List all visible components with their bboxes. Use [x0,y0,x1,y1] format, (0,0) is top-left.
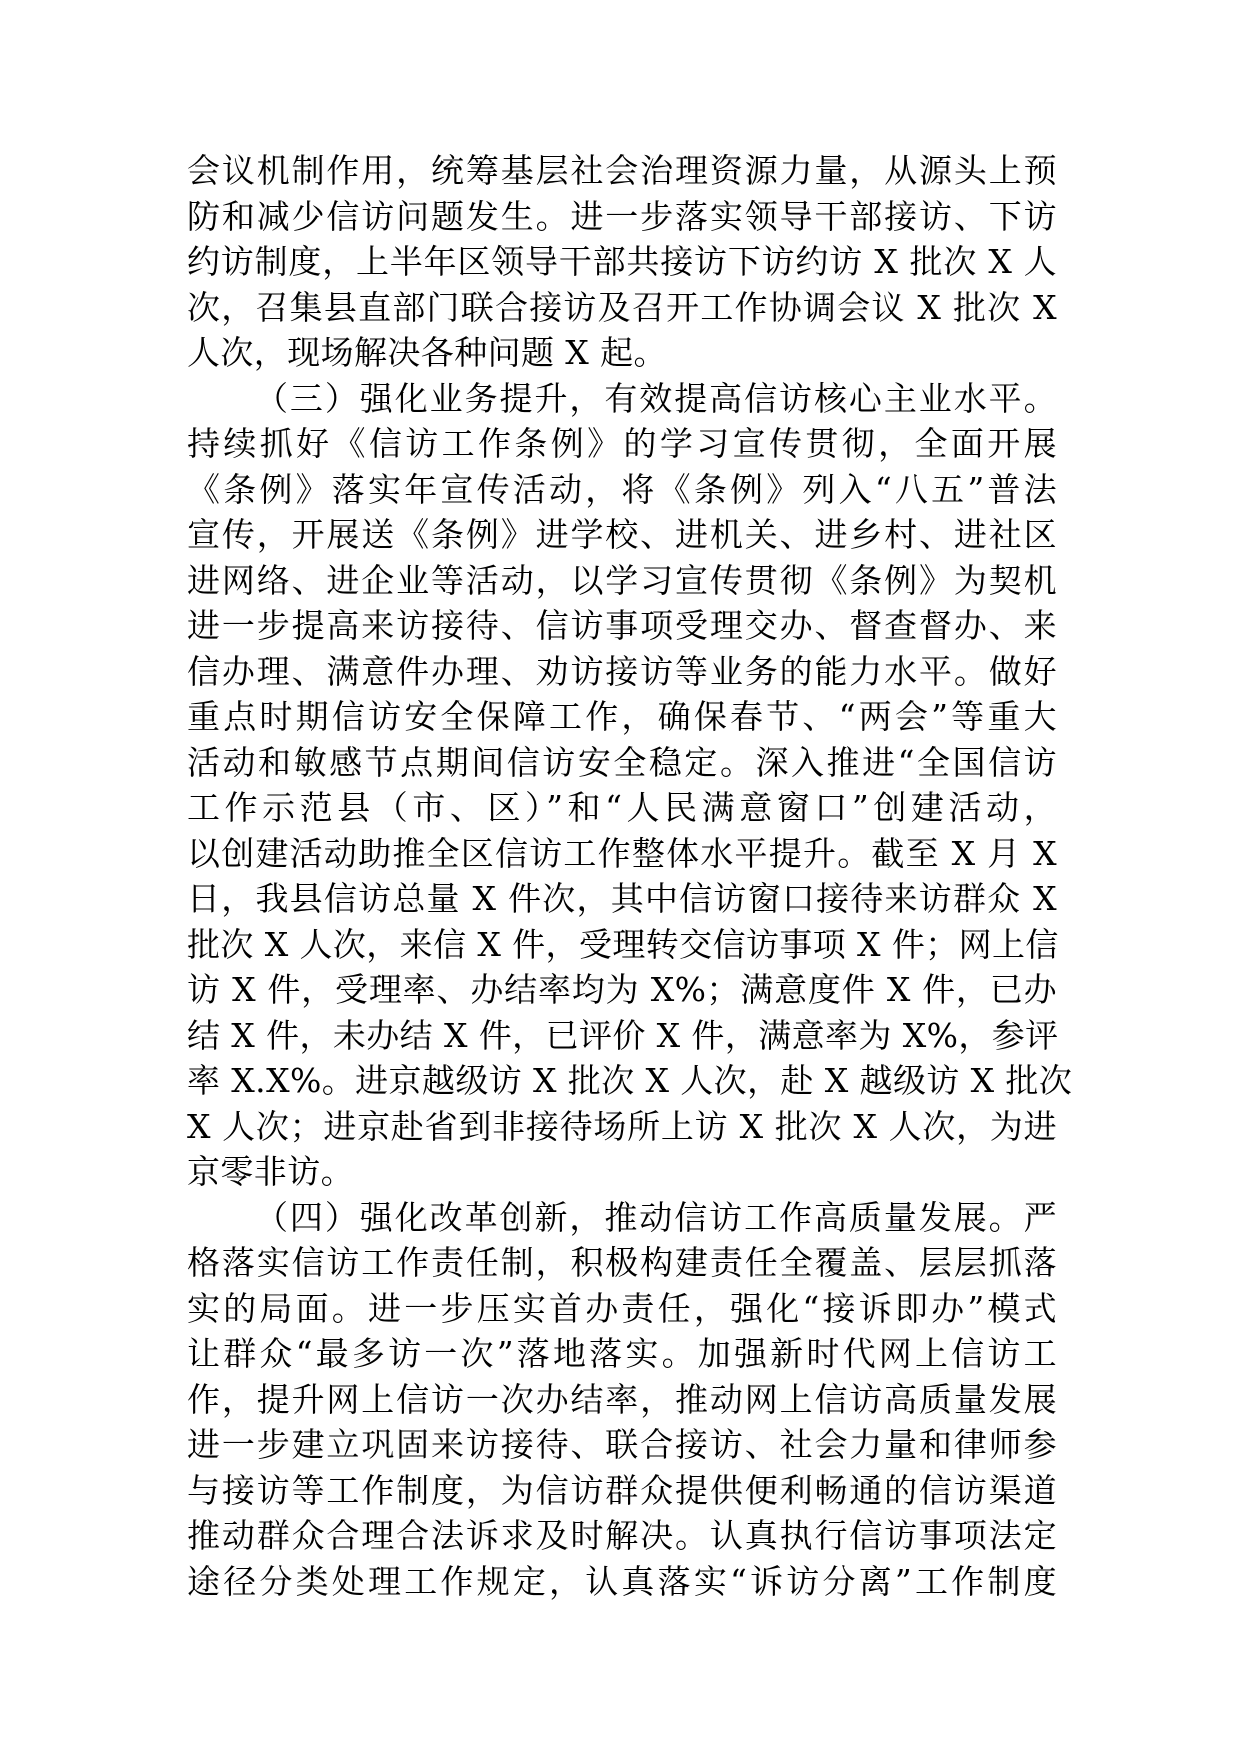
text-line: 作，提升网上信访一次办结率，推动网上信访高质量发展 [187,1379,1057,1419]
text-line: 活动和敏感节点期间信访安全稳定。深入推进“全国信访 [187,742,1057,782]
text-line: 约访制度，上半年区领导干部共接访下访约访 X 批次 X 人 [187,242,1057,281]
text-line: 进网络、进企业等活动，以学习宣传贯彻《条例》为契机 [187,560,1057,600]
text-line: 次，召集县直部门联合接访及召开工作协调会议 X 批次 X [187,287,1057,327]
text-line: 率 X.X%。进京越级访 X 批次 X 人次，赴 X 越级访 X 批次 [187,1061,1073,1100]
text-line: 工作示范县（市、区）”和“人民满意窗口”创建活动， [187,788,1057,827]
text-line: 《条例》落实年宣传活动，将《条例》列入“八五”普法 [187,469,1057,509]
text-line: 访 X 件，受理率、办结率均为 X%；满意度件 X 件，已办 [187,970,1057,1009]
text-line: 格落实信访工作责任制，积极构建责任全覆盖、层层抓落 [187,1243,1057,1282]
text-line: 途径分类处理工作规定，认真落实“诉访分离”工作制度 [187,1561,1057,1601]
section-heading-3: （三）强化业务提升，有效提高信访核心主业水平。 [255,378,1057,418]
text-line: 实的局面。进一步压实首办责任，强化“接诉即办”模式 [187,1288,1057,1328]
text-line: 结 X 件，未办结 X 件，已评价 X 件，满意率为 X%，参评 [187,1015,1059,1055]
text-line: 让群众“最多访一次”落地落实。加强新时代网上信访工 [187,1334,1057,1373]
body-text [187,148,1073,1604]
text-line: 信办理、满意件办理、劝访接访等业务的能力水平。做好 [187,651,1057,691]
text-line: X 人次；进京赴省到非接待场所上访 X 批次 X 人次，为进 [187,1106,1057,1146]
text-line: 进一步提高来访接待、信访事项受理交办、督查督办、来 [187,606,1057,645]
text-line: 持续抓好《信访工作条例》的学习宣传贯彻，全面开展 [187,424,1057,463]
text-line: 重点时期信访安全保障工作，确保春节、“两会”等重大 [187,697,1057,736]
text-line: 京零非访。 [187,1152,354,1191]
text-line: 日，我县信访总量 X 件次，其中信访窗口接待来访群众 X [187,879,1057,918]
text-line: 防和减少信访问题发生。进一步落实领导干部接访、下访 [187,196,1057,236]
text-line: 人次，现场解决各种问题 X 起。 [187,333,667,372]
text-line: 与接访等工作制度，为信访群众提供便利畅通的信访渠道 [187,1470,1057,1510]
section-heading-4: （四）强化改革创新，推动信访工作高质量发展。严 [255,1197,1057,1237]
text-line: 会议机制作用，统筹基层社会治理资源力量，从源头上预 [187,151,1057,190]
text-line: 以创建活动助推全区信访工作整体水平提升。截至 X 月 X [187,833,1057,873]
text-line: 推动群众合理合法诉求及时解决。认真执行信访事项法定 [187,1516,1057,1555]
text-line: 进一步建立巩固来访接待、联合接访、社会力量和律师参 [187,1425,1057,1464]
text-line: 宣传，开展送《条例》进学校、进机关、进乡村、进社区 [187,515,1057,554]
text-line: 批次 X 人次，来信 X 件，受理转交信访事项 X 件；网上信 [187,924,1059,964]
